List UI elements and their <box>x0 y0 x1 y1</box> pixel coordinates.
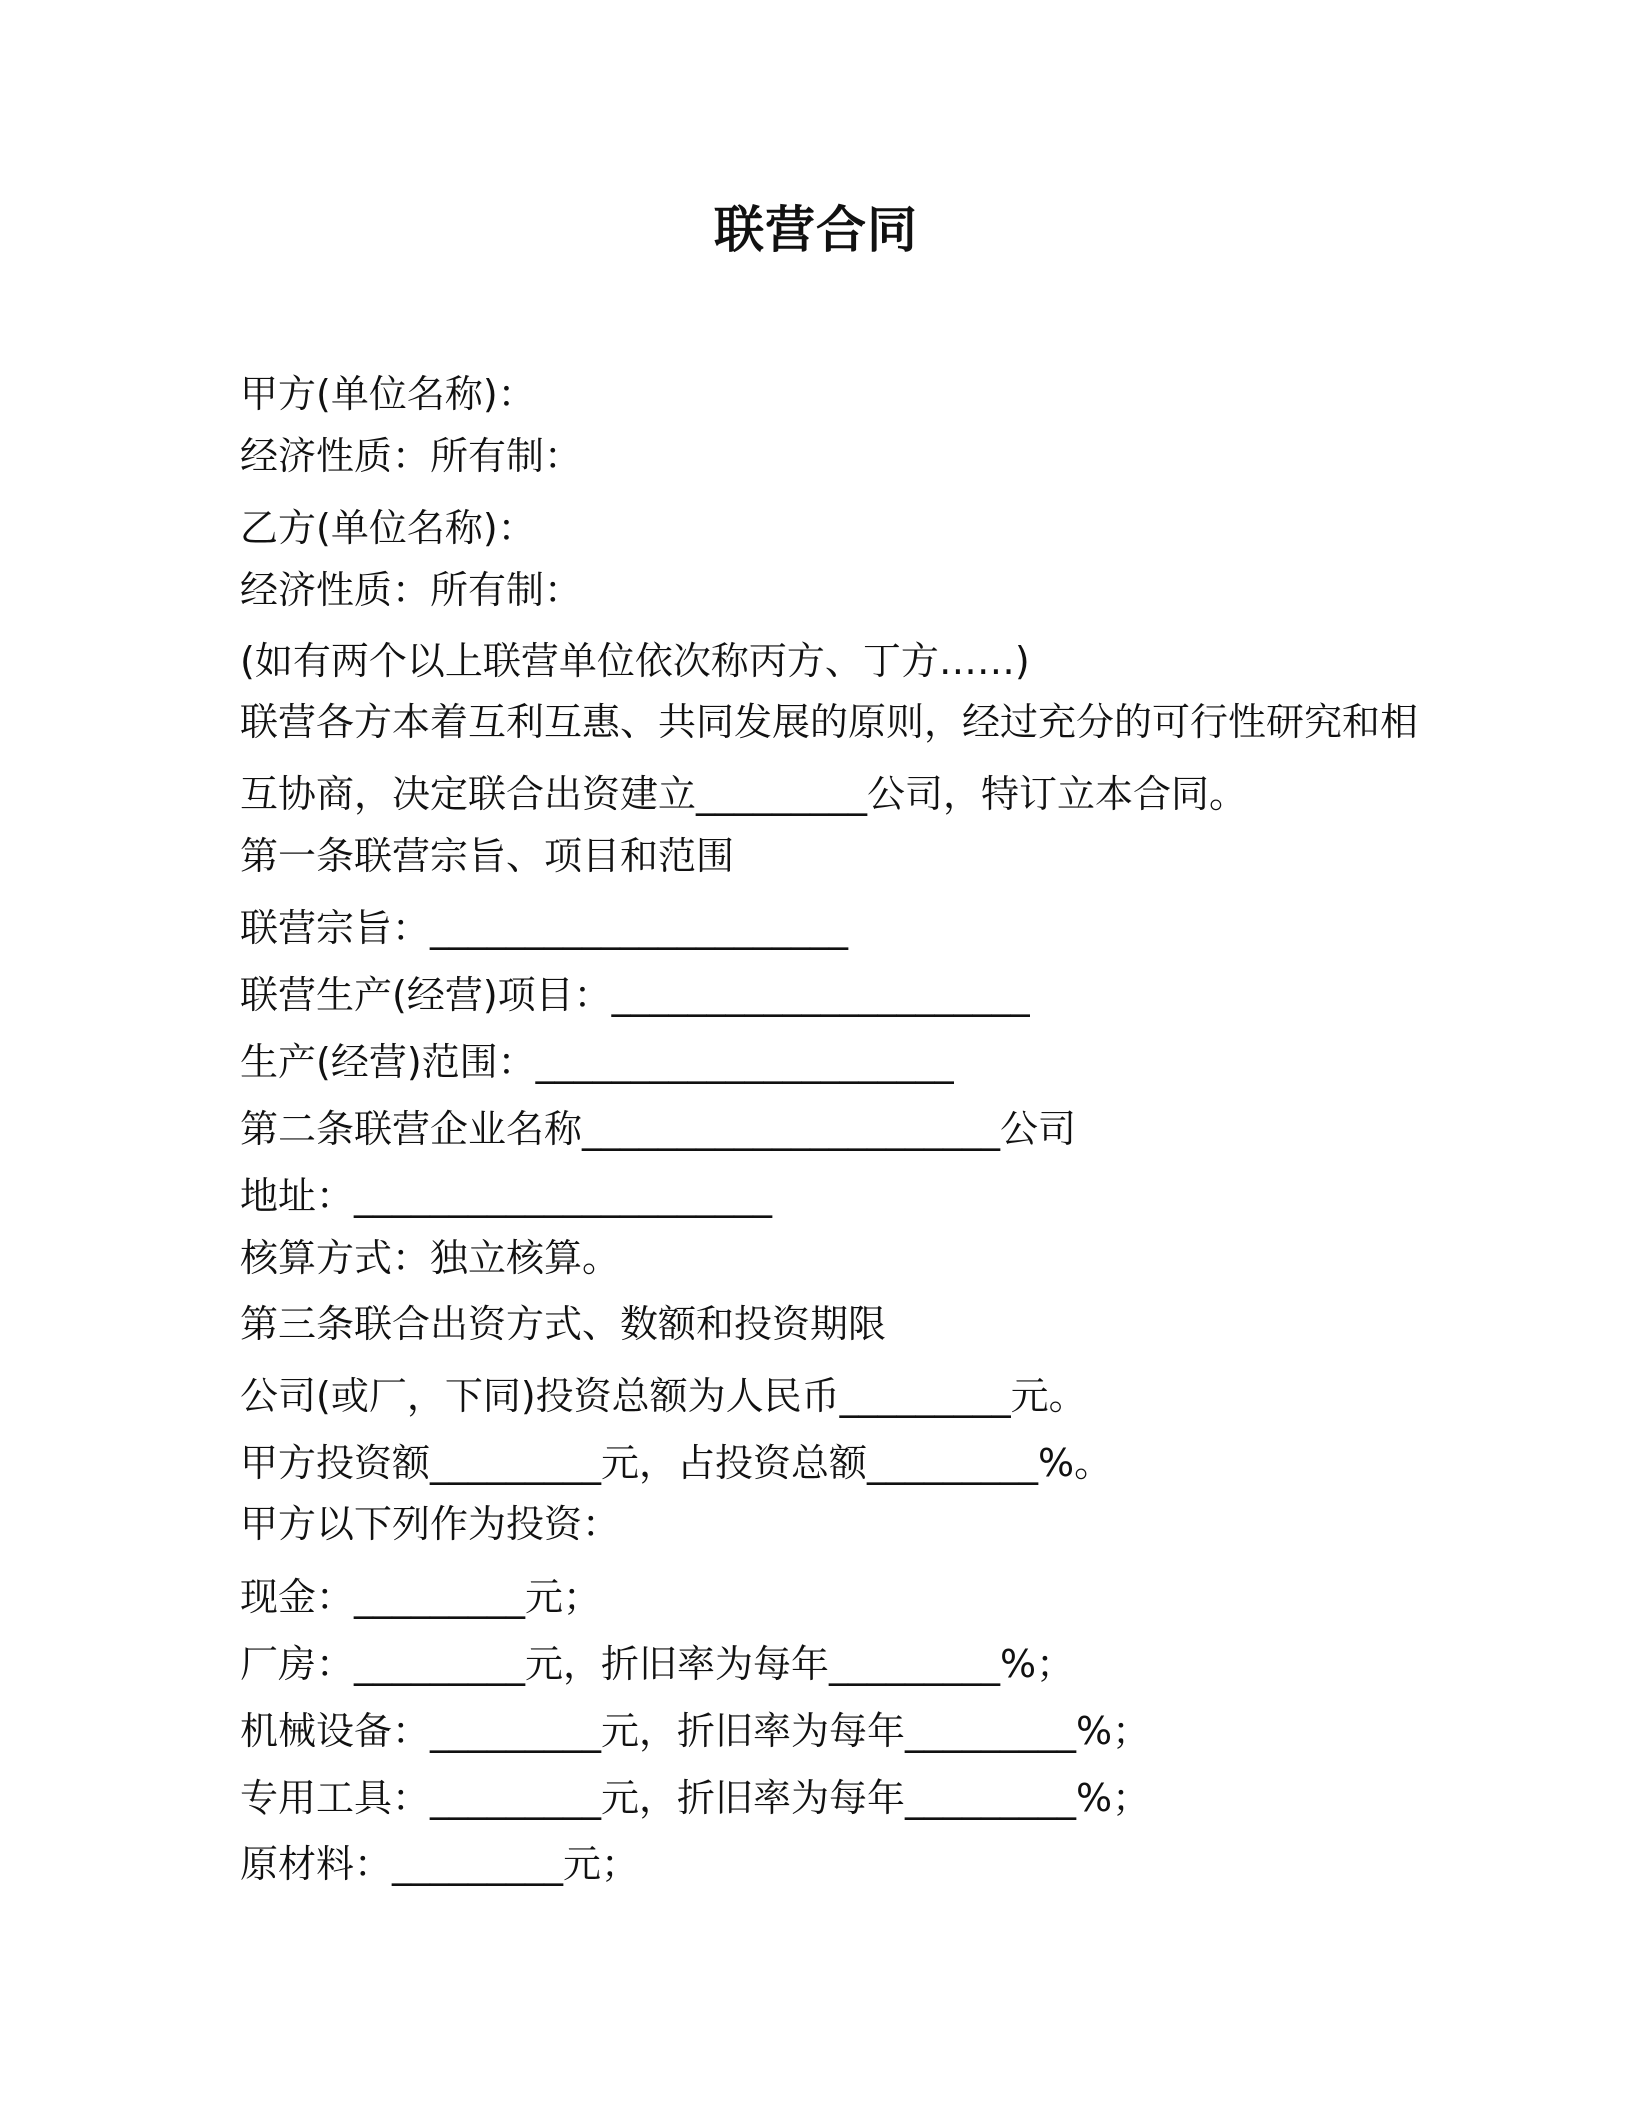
accounting-method-line: 核算方式：独立核算。 <box>240 1236 621 1280</box>
document-title: 联营合同 <box>714 201 918 259</box>
address-line: 地址：______________________ <box>240 1174 773 1218</box>
article-3-heading: 第三条联合出资方式、数额和投资期限 <box>240 1302 887 1346</box>
production-scope-line: 生产(经营)范围：______________________ <box>240 1040 954 1084</box>
special-tools-line: 专用工具：_________元，折旧率为每年_________%； <box>240 1776 1151 1820</box>
additional-parties-note: (如有两个以上联营单位依次称丙方、丁方……) <box>240 639 1030 683</box>
party-a-investment-items-heading: 甲方以下列作为投资： <box>240 1502 621 1546</box>
party-a-investment-line: 甲方投资额_________元，占投资总额_________%。 <box>240 1441 1113 1485</box>
article-1-heading: 第一条联营宗旨、项目和范围 <box>240 834 735 878</box>
preamble-line-1: 联营各方本着互利互惠、共同发展的原则，经过充分的可行性研究和相 <box>240 700 1419 744</box>
total-investment-line: 公司(或厂，下同)投资总额为人民币_________元。 <box>240 1374 1087 1418</box>
production-project-line: 联营生产(经营)项目：______________________ <box>240 973 1030 1017</box>
joint-venture-purpose-line: 联营宗旨：______________________ <box>240 906 849 950</box>
cash-line: 现金：_________元； <box>240 1575 602 1619</box>
factory-building-line: 厂房：_________元，折旧率为每年_________%； <box>240 1642 1075 1686</box>
party-b-ownership-line: 经济性质：所有制： <box>240 568 583 612</box>
preamble-line-2: 互协商，决定联合出资建立_________公司，特订立本合同。 <box>240 772 1248 816</box>
machinery-equipment-line: 机械设备：_________元，折旧率为每年_________%； <box>240 1709 1151 1753</box>
party-b-name-line: 乙方(单位名称)： <box>240 506 536 550</box>
raw-materials-line: 原材料：_________元； <box>240 1842 640 1886</box>
party-a-ownership-line: 经济性质：所有制： <box>240 434 583 478</box>
article-2-heading: 第二条联营企业名称______________________公司 <box>240 1107 1077 1151</box>
party-a-name-line: 甲方(单位名称)： <box>240 372 536 416</box>
